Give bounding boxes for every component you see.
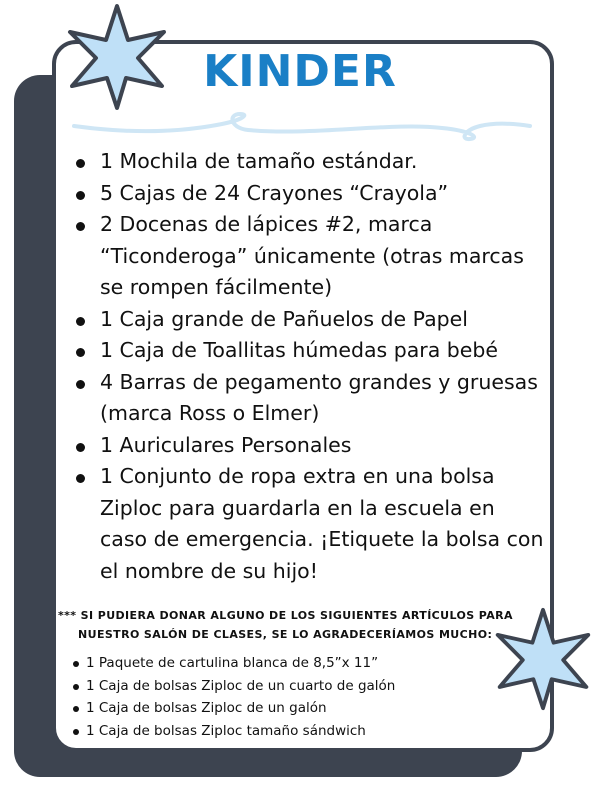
supply-list	[74, 146, 544, 587]
donation-note	[58, 606, 528, 644]
donation-note-line1: *** SI PUDIERA DONAR ALGUNO DE LOS SIGUIENTES ARTÍCULOS PARA	[58, 609, 513, 622]
donation-list	[72, 652, 512, 742]
list-item: 1 Caja de bolsas Ziploc de un galón	[72, 697, 512, 720]
list-item: 4 Barras de pegamento grandes y gruesas (marca Ross o Elmer)	[74, 367, 544, 430]
list-item: 1 Caja grande de Pañuelos de Papel	[74, 304, 544, 336]
page-title: KINDER	[203, 46, 397, 97]
list-item: 1 Paquete de cartulina blanca de 8,5”x 11”	[72, 652, 512, 675]
list-item: 1 Caja de bolsas Ziploc tamaño sándwich	[72, 720, 512, 743]
list-item: 1 Mochila de tamaño estándar.	[74, 146, 544, 178]
list-item: 1 Caja de bolsas Ziploc de un cuarto de galón	[72, 675, 512, 698]
list-item: 5 Cajas de 24 Crayones “Crayola”	[74, 178, 544, 210]
list-item: 1 Auriculares Personales	[74, 430, 544, 462]
star-icon	[490, 606, 596, 712]
squiggle-divider	[72, 112, 532, 142]
list-item: 2 Docenas de lápices #2, marca “Ticonderoga” únicamente (otras marcas se rompen fácilmente)	[74, 209, 544, 304]
list-item: 1 Conjunto de ropa extra en una bolsa Ziploc para guardarla en la escuela en caso de emergencia. ¡Etiquete la bolsa con el nombre de su hijo!	[74, 461, 544, 587]
donation-note-line2: NUESTRO SALÓN DE CLASES, SE LO AGRADECERÍAMOS MUCHO:	[78, 628, 493, 641]
list-item: 1 Caja de Toallitas húmedas para bebé	[74, 335, 544, 367]
